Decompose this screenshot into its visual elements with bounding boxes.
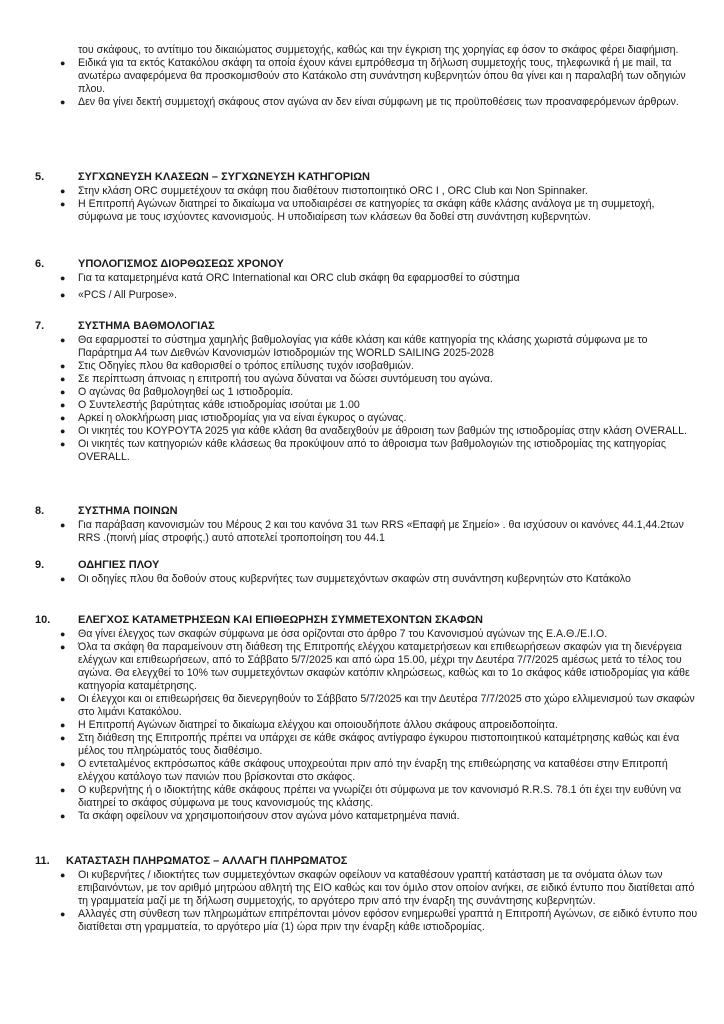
list-item: ● Δεν θα γίνει δεκτή συμμετοχή σκάφους στον αγώνα αν δεν είναι σύμφωνη με τις προϋποθέσεις των προαναφερόμενων άρθρων. [60,96,679,108]
list-item: ● Στη διάθεση της Επιτροπής πρέπει να υπάρχει σε κάθε σκάφος αντίγραφο έγκυρου πιστοποιητικού καταμέτρησης καθώς και ένα μέλος του πληρώματός τους διαθέσιμο. [60,732,680,757]
list-item: ● Όλα τα σκάφη θα παραμείνουν στη διάθεση της Επιτροπής ελέγχου καταμετρήσεων και επιθεωρήσεων σκαφών για τη διενέργεια ελέγχων και επιθεωρήσεων, από το Σάββατο 5/7/2025 και από ώρα 15.00, μέχρι την Δευτέρα 7/7/2025 αμέσως μετά το τέλος του αγώνα. Θα ελεγχθεί το 10% των συμμετεχόντων σκαφών κατόπιν κληρώσεως, καθώς και το 1ο σκάφος κάθε ιστιοδρομίας για κάθε κατηγορία καταμέτρησης. [60,641,690,692]
section-heading [0,171,724,185]
intro-continuation: του σκάφους, το αντίτιμο του δικαιώματος συμμετοχής, καθώς και την έγκριση της χορηγίας εφ όσον το σκάφος φέρει διαφήμιση. [78,44,679,56]
list-item: ● Στην κλάση ORC συμμετέχουν τα σκάφη που διαθέτουν πιστοποιητικό ORC I , ORC Club και Non Spinnaker. [60,185,588,197]
bullet-icon: ● [60,273,66,283]
bullet-icon: ● [60,426,66,436]
list-item: ● Ο εντεταλμένος εκπρόσωπος κάθε σκάφους υποχρεούται πριν από την έναρξη της επιθεώρησης να καταθέσει στην Επιτροπή ελέγχου κατάλογο των πανιών που βρίσκονται στο σκάφος. [60,758,668,783]
bullet-icon: ● [60,186,66,196]
section-number: 6. [35,258,45,270]
list-item: ● Ειδικά για τα εκτός Κατακόλου σκάφη τα οποία έχουν κάνει εμπρόθεσμα τη δήλωση συμμετοχής τους, τηλεφωνικά ή με mail, τα ανωτέρω αναφερόμενα θα προσκομισθούν στο Κατάκολο στη συνάντηση κυβερνητών όπου θα γίνει και η παραλαβή των οδηγιών πλου. [60,57,686,95]
bullet-icon: ● [60,413,66,423]
section-title: ΟΔΗΓΙΕΣ ΠΛΟΥ [78,559,160,571]
list-item: ● Ο κυβερνήτης ή ο ιδιοκτήτης κάθε σκάφους πρέπει να γνωρίζει ότι σύμφωνα με τον κανονισμό R.R.S. 78.1 ότι έχει την ευθύνη να διατηρεί το σκάφος σύμφωνα με τους κανονισμούς της κλάσης. [60,784,682,809]
section-title: ΚΑΤΑΣΤΑΣΗ ΠΛΗΡΩΜΑΤΟΣ – ΑΛΛΑΓΗ ΠΛΗΡΩΜΑΤΟΣ [66,855,348,867]
bullet-icon: ● [60,400,66,410]
section-6 [0,258,724,302]
bullet-icon: ● [60,290,66,300]
bullet-icon: ● [60,785,66,795]
bullet-icon: ● [60,909,66,919]
section-heading [0,320,724,334]
bullet-icon: ● [60,694,66,704]
section-number: 7. [35,320,45,332]
bullet-icon: ● [60,335,66,345]
list-item: ● Η Επιτροπή Αγώνων διατηρεί το δικαίωμα ελέγχου και οποιουδήποτε άλλου σκάφους απροειδοποίητα. [60,719,558,731]
section-bullet-list [60,519,700,545]
section-number: 8. [35,505,45,517]
bullet-icon: ● [60,199,66,209]
list-item: ● Στις Οδηγίες πλου θα καθορισθεί ο τρόπος επίλυσης τυχόν ισοβαθμιών. [60,360,414,372]
list-item: ● Θα εφαρμοστεί το σύστημα χαμηλής βαθμολογίας για κάθε κλάση και κάθε κατηγορία της κλάσης χωριστά σύμφωνα με το Παράρτημα Α4 των Διεθνών Κανονισμών Ιστιοδρομιών της WORLD SAILING 2025-2028 [60,334,648,359]
list-item: ● Οι οδηγίες πλου θα δοθούν στους κυβερνήτες των συμμετεχόντων σκαφών στη συνάντηση κυβερνητών στο Κατάκολο [60,573,631,585]
section-8 [0,505,724,545]
list-item: ● Οι νικητές των κατηγοριών κάθε κλάσεως θα προκύψουν από το άθροισμα των βαθμολογιών της ιστιοδρομίας της κατηγορίας OVERALL. [60,438,667,463]
section-heading [0,258,724,272]
bullet-icon: ● [60,870,66,880]
bullet-icon: ● [60,387,66,397]
list-item: ● Τα σκάφη οφείλουν να χρησιμοποιήσουν στον αγώνα μόνο καταμετρημένα πανιά. [60,810,460,822]
list-item: ● Ο Συντελεστής βαρύτητας κάθε ιστιοδρομίας ισούται με 1.00 [60,399,360,411]
section-title: ΣΥΣΤΗΜΑ ΠΟΙΝΩΝ [78,505,178,517]
section-10 [0,614,724,823]
list-item: ● Αρκεί η ολοκλήρωση μιας ιστιοδρομίας για να είναι έγκυρος ο αγώνας. [60,412,407,424]
section-11 [0,855,724,934]
list-item: ● Η Επιτροπή Αγώνων διατηρεί το δικαίωμα να υποδιαιρέσει σε κατηγορίες τα σκάφη κάθε κλάσης ανάλογα με τη συμμετοχή, σύμφωνα με τους ισχύοντες κανονισμούς. Η υποδιαίρεση των κλάσεων θα δοθεί στη συνάντηση κυβερνητών. [60,198,655,223]
list-item: ● Αλλαγές στη σύνθεση των πληρωμάτων επιτρέπονται μόνον εφόσον ενημερωθεί γραπτά η Επιτροπή Αγώνων, σε ειδικό έντυπο που διατίθεται στη γραμματεία, το αργότερο μία (1) ώρα πριν την έναρξη κάθε ιστιοδρομίας. [60,908,698,933]
list-item: ● Θα γίνει έλεγχος των σκαφών σύμφωνα με όσα ορίζονται στο άρθρο 7 του Κανονισμού αγώνων της Ε.Α.Θ./Ε.Ι.Ο. [60,628,608,640]
section-heading [0,559,724,573]
section-heading [0,614,724,628]
section-title: ΕΛΕΓΧΟΣ ΚΑΤΑΜΕΤΡΗΣΕΩΝ ΚΑΙ ΕΠΙΘΕΩΡΗΣΗ ΣΥΜΜΕΤΕΧΟΝΤΩΝ ΣΚΑΦΩΝ [78,614,484,626]
list-item: ● Ο αγώνας θα βαθμολογηθεί ως 1 ιστιοδρομία. [60,386,294,398]
bullet-icon: ● [60,733,66,743]
bullet-icon: ● [60,759,66,769]
list-item: ● Για τα καταμετρημένα κατά ORC International και ORC club σκάφη θα εφαρμοσθεί το σύστημα [60,272,520,284]
section-5 [0,171,724,224]
section-9 [0,559,724,586]
list-item: ● Οι νικητές του ΚΟΥΡΟΥΤΑ 2025 για κάθε κλάση θα αναδειχθούν με άθροιση των βαθμών της ιστιοδρομίας στην κλάση OVERALL. [60,425,687,437]
bullet-icon: ● [60,642,66,652]
intro-block [60,44,698,109]
list-item: ● Οι έλεγχοι και οι επιθεωρήσεις θα διενεργηθούν το Σάββατο 5/7/2025 και την Δευτέρα 7/7/2025 στο χώρο ελλιμενισμού των σκαφών στο λιμάνι Κατακόλου. [60,693,695,718]
bullet-icon: ● [60,520,66,530]
bullet-icon: ● [60,629,66,639]
section-number: 5. [35,171,45,183]
section-heading [0,505,724,519]
section-number: 11. [35,855,50,867]
list-item: ● Για παράβαση κανονισμών του Μέρους 2 και του κανόνα 31 των RRS «Επαφή με Σημείο» . θα ισχύσουν οι κανόνες 44.1,44.2των RRS .(ποινή μίας στροφής.) αυτό αποτελεί τροποποίηση του 44.1 [60,519,684,544]
bullet-icon: ● [60,439,66,449]
section-bullet-list [60,628,700,823]
bullet-icon: ● [60,58,66,68]
section-title: ΣΥΓΧΩΝΕΥΣΗ ΚΛΑΣΕΩΝ – ΣΥΓΧΩΝΕΥΣΗ ΚΑΤΗΓΟΡΙΩΝ [78,171,370,183]
section-7 [0,320,724,464]
section-bullet-list [60,573,700,586]
bullet-icon: ● [60,574,66,584]
section-title: ΥΠΟΛΟΓΙΣΜΟΣ ΔΙΟΡΘΩΣΕΩΣ ΧΡΟΝΟΥ [78,258,284,270]
section-bullet-list [60,272,700,302]
list-item: ● «PCS / All Purpose». [60,289,177,301]
section-bullet-list [60,334,700,464]
list-item: ● Σε περίπτωση άπνοιας η επιτροπή του αγώνα δύναται να δώσει συντόμευση του αγώνα. [60,373,493,385]
section-number: 9. [35,559,45,571]
section-heading [0,855,724,869]
section-title: ΣΥΣΤΗΜΑ ΒΑΘΜΟΛΟΓΙΑΣ [78,320,215,332]
list-item: ● Οι κυβερνήτες / ιδιοκτήτες των συμμετεχόντων σκαφών οφείλουν να καταθέσουν γραπτή κατάσταση με τα ονόματα όλων των επιβαινόντων, με τον αριθμό μητρώου αθλητή της ΕΙΟ καθώς και τον όμιλο στον οποίον ανήκει, σε ειδικό έντυπο που διατίθεται από τη γραμματεία μαζί με τη δήλωση συμμετοχής, το αργότερο πριν από την έναρξη της συνάντησης κυβερνητών. [60,869,695,907]
section-bullet-list [60,185,700,224]
bullet-icon: ● [60,97,66,107]
bullet-icon: ● [60,811,66,821]
intro-bullet-list [60,57,698,109]
section-bullet-list [60,869,700,934]
bullet-icon: ● [60,374,66,384]
section-number: 10. [35,614,51,626]
bullet-icon: ● [60,720,66,730]
bullet-icon: ● [60,361,66,371]
